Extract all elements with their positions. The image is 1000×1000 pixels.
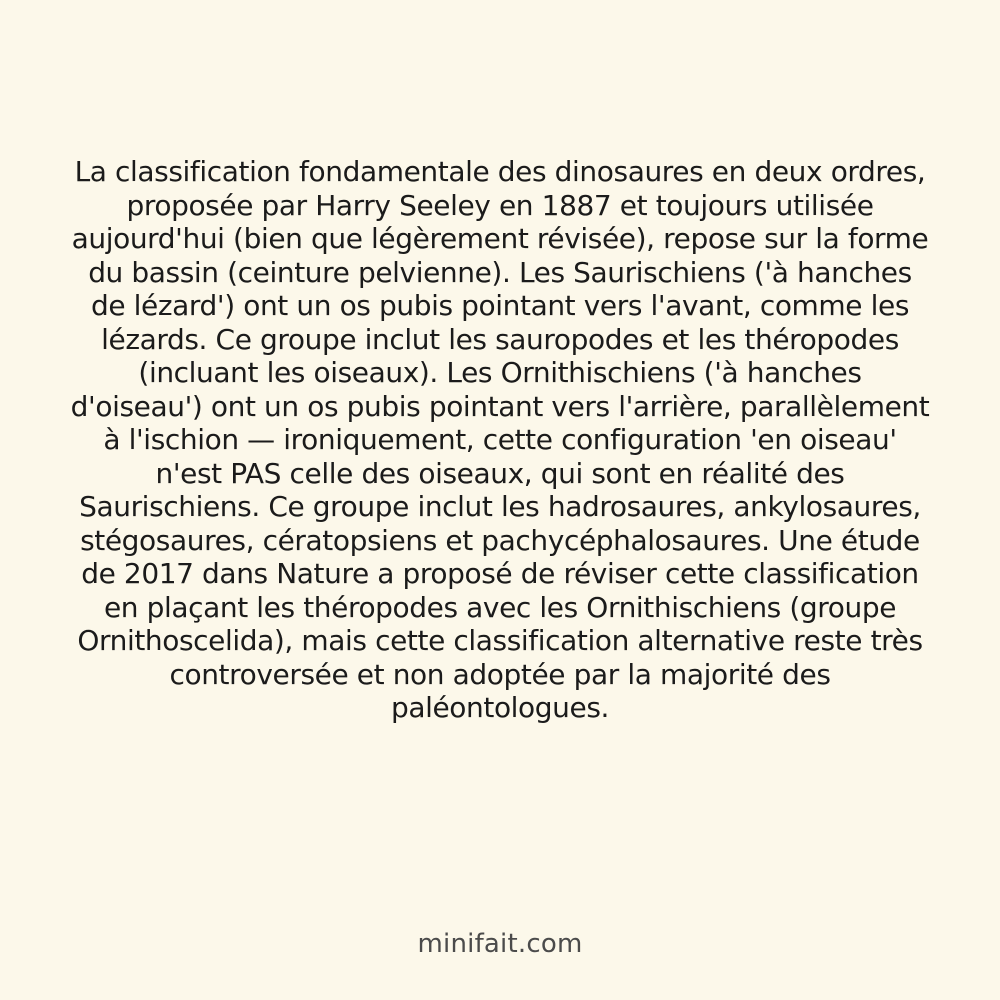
fact-text: La classification fondamentale des dinosaures en deux ordres, proposée par Harry Seeley en 1887 et toujours utilisée aujourd'hui (bien que légèrement révisée), repose sur la forme du bassin (ceinture pelvienne). Les Saurischiens ('à hanches de lézard') ont un os pubis pointant vers l'avant, comme les lézards. Ce groupe inclut les sauropodes et les théropodes (incluant les oiseaux). Les Ornithischiens ('à hanches d'oiseau') ont un os pubis pointant vers l'arrière, parallèlement à l'ischion — ironiquement, cette configuration 'en oiseau' n'est PAS celle des oiseaux, qui sont en réalité des Saurischiens. Ce groupe inclut les hadrosaures, ankylosaures, stégosaures, cératopsiens et pachycéphalosaures. Une étude de 2017 dans Nature a proposé de réviser cette classification en plaçant les théropodes avec les Ornithischiens (groupe Ornithoscelida), mais cette classification alternative reste très controversée et non adoptée par la majorité des paléontologues.: [70, 155, 930, 724]
site-watermark: minifait.com: [417, 929, 583, 959]
